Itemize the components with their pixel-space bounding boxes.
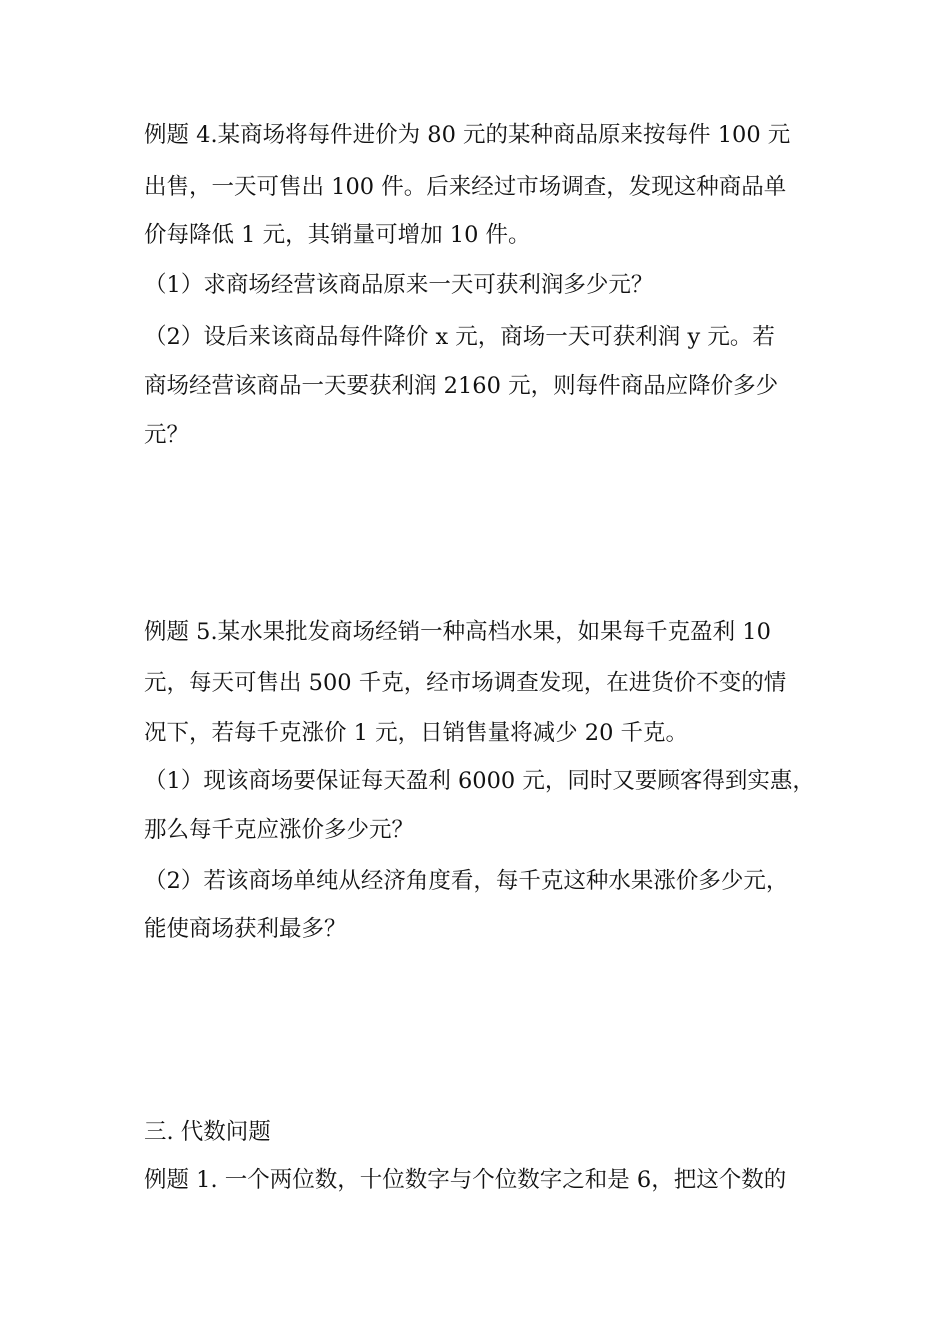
example-5-line-1: 例题 5.某水果批发商场经销一种高档水果，如果每千克盈利 10 [144, 619, 771, 645]
example-4-question-1: （1）求商场经营该商品原来一天可获利润多少元？ [144, 272, 654, 298]
section-3-heading: 三. 代数问题 [144, 1119, 271, 1145]
example-4-line-1: 例题 4.某商场将每件进价为 80 元的某种商品原来按每件 100 元 [144, 122, 791, 148]
example-5-question-2-line-2: 能使商场获利最多？ [144, 916, 347, 942]
example-4-line-3: 价每降低 1 元，其销量可增加 10 件。 [144, 222, 531, 248]
example-5-question-2-line-1: （2）若该商场单纯从经济角度看，每千克这种水果涨价多少元， [144, 868, 789, 894]
example-4-question-2-line-2: 商场经营该商品一天要获利润 2160 元，则每件商品应降价多少 [144, 373, 779, 399]
example-5-question-1-line-1: （1）现该商场要保证每天盈利 6000 元，同时又要顾客得到实惠， [144, 768, 815, 794]
example-4-line-2: 出售，一天可售出 100 件。后来经过市场调查，发现这种商品单 [144, 174, 787, 200]
example-5-question-1-line-2: 那么每千克应涨价多少元？ [144, 817, 415, 843]
example-4-question-2-line-3: 元？ [144, 422, 190, 448]
example-5-line-2: 元，每天可售出 500 千克，经市场调查发现，在进货价不变的情 [144, 670, 787, 696]
example-5-line-3: 况下，若每千克涨价 1 元，日销售量将减少 20 千克。 [144, 720, 689, 746]
example-4-question-2-line-1: （2）设后来该商品每件降价 x 元，商场一天可获利润 y 元。若 [144, 324, 775, 350]
section-3-example-1-line-1: 例题 1. 一个两位数，十位数字与个位数字之和是 6，把这个数的 [144, 1167, 787, 1193]
